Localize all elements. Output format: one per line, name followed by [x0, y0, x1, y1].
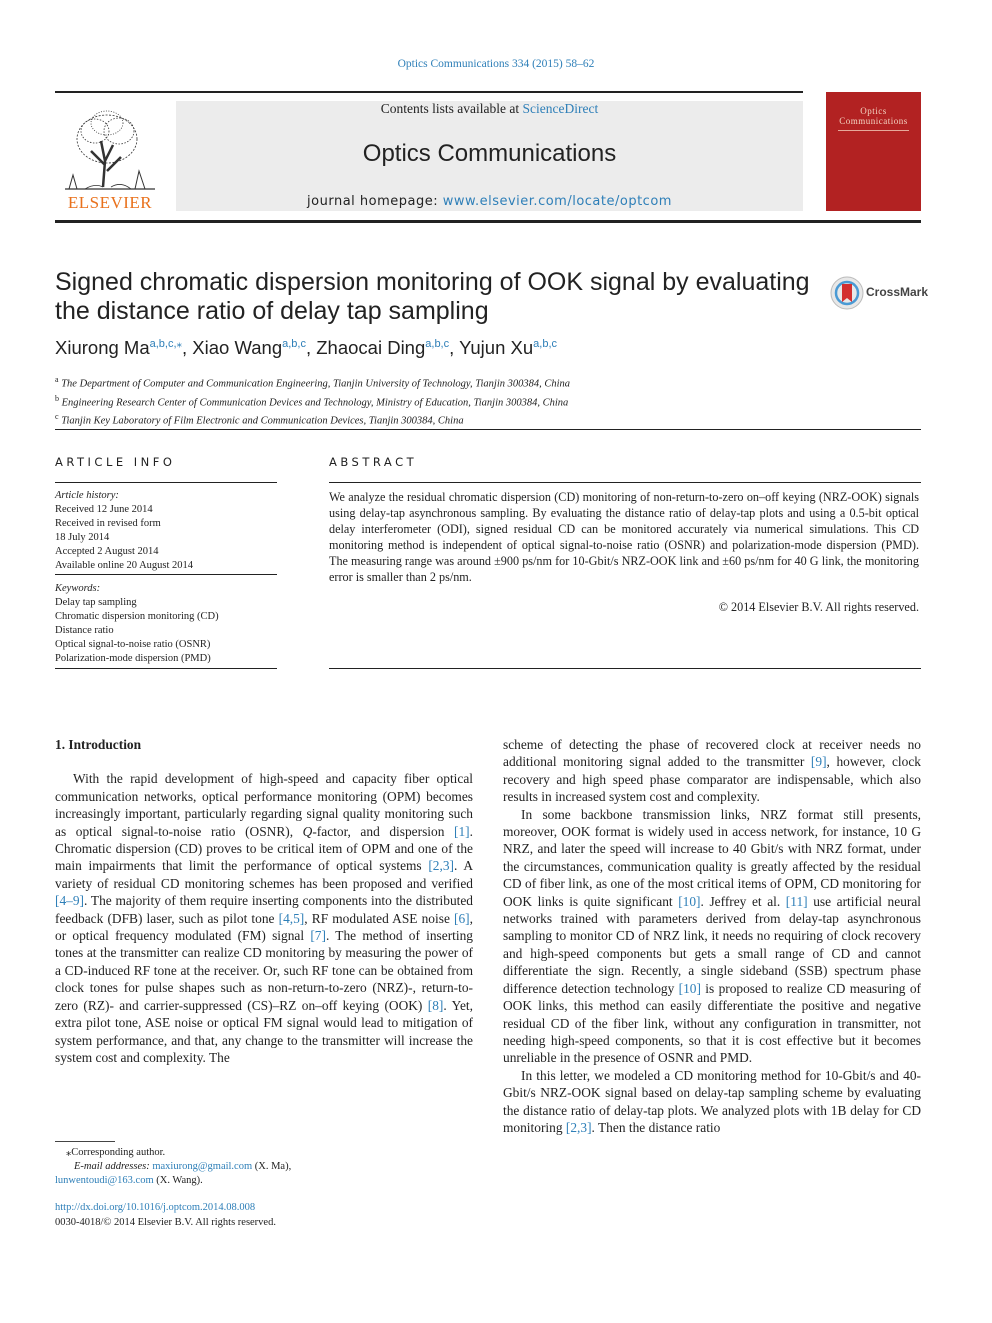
abstract-copyright: © 2014 Elsevier B.V. All rights reserved. [718, 600, 919, 614]
sciencedirect-link[interactable]: ScienceDirect [522, 101, 599, 116]
body-text: -factor, and dispersion [312, 823, 454, 839]
intro-paragraph-2 [503, 736, 921, 806]
italic-term: Q [302, 823, 313, 839]
citation-link[interactable]: [2,3] [428, 858, 455, 874]
intro-paragraph-3 [503, 806, 921, 1067]
author-list [55, 337, 557, 359]
affiliation-text: Tianjin Key Laboratory of Film Electronic and Communication Devices, Tianjin 300384, China [58, 415, 464, 427]
affiliation-key: a [55, 375, 59, 384]
history-label: Article history: [55, 490, 119, 501]
body-text: scheme of detecting the phase of recovered clock at receiver needs no additional monitoring signal added to the transmitter [503, 737, 921, 770]
issn-copyright: 0030-4018/© 2014 Elsevier B.V. All rights reserved. [55, 1217, 276, 1228]
citation-link[interactable]: [8] [427, 997, 444, 1013]
keyword-item: Delay tap sampling [55, 597, 137, 608]
abstract-heading: ABSTRACT [329, 455, 418, 469]
affiliation [55, 392, 570, 411]
body-text: , however, clock recovery and high speed phase comparator are indispensable, which also results in increased system cost and complexity. [503, 754, 921, 805]
affiliation [55, 373, 570, 392]
body-text: is proposed to realize CD measuring of OOK links, this method can easily differentiate the positive and negative residual CD of the fiber link, without any configuration in transmitter, not needing high-speed components, so that it is cost effective but it becomes unreliable in the presence of OSNR and PMD. [503, 980, 922, 1066]
body-text: In this letter, we modeled a CD monitoring method for 10-Gbit/s and 40-Gbit/s NRZ-OOK signal based on delay-tap sampling scheme by evaluating the distance ratio of delay-tap plots. We analyzed plots with 1B delay for CD monitoring [503, 1067, 921, 1135]
journal-reference[interactable]: Optics Communications 334 (2015) 58–62 [397, 58, 595, 70]
author-affiliation-marks[interactable]: a,b,c,⁎ [149, 338, 183, 350]
crossmark-label: CrossMark [866, 285, 929, 299]
body-text: In some backbone transmission links, NRZ format still presents, moreover, OOK format is widely used in access network, for instance, 10 G NRZ, and later the speed will increase to 40 Gbit/s with NRZ format, under the circumstances, communication quality is greatly affected by the residual CD of fiber link, as one of the most critical items of OPM, CD monitoring for OOK links is quite significant [503, 806, 921, 909]
history-list [55, 503, 277, 573]
affiliation-key: b [55, 393, 59, 403]
keyword-item: Chromatic dispersion monitoring (CD) [55, 611, 219, 622]
contents-line: Contents lists available at ScienceDirect [380, 101, 599, 116]
citation-link[interactable]: [4,5] [278, 910, 305, 926]
body-text: , RF modulated ASE noise [304, 910, 455, 926]
keyword-item: Optical signal-to-noise ratio (OSNR) [55, 639, 211, 650]
email-line-2: lunwentoudi@163.com (X. Wang). [55, 1175, 203, 1186]
keyword-item: Distance ratio [55, 625, 114, 636]
body-text: With the rapid development of high-speed and capacity fiber optical communication networks, optical performance monitoring (OPM) becomes increasingly important, particularly regarding signal quality monitoring such as optical signal-to-noise ratio (OSNR), [55, 771, 473, 839]
email-line-1: E-mail addresses: maxiurong@gmail.com (X. Ma), [74, 1161, 292, 1172]
keyword-item: Polarization-mode dispersion (PMD) [55, 653, 211, 664]
publisher-name: ELSEVIER [67, 193, 153, 212]
corresponding-note: ⁎Corresponding author. [66, 1147, 166, 1158]
citation-link[interactable]: [1] [454, 823, 470, 839]
body-text: . Yet, extra pilot tone, ASE noise or optical FM signal would lead to mitigation of system performance, and that, any change to the transmitter will increase the system cost and complexity. The [55, 997, 473, 1065]
history-item: Accepted 2 August 2014 [55, 546, 159, 557]
homepage-link[interactable]: www.elsevier.com/locate/optcom [442, 194, 672, 209]
journal-homepage: journal homepage: www.elsevier.com/locate/optcom [307, 194, 672, 209]
abstract-bottom-rule [329, 668, 921, 669]
journal-title: Optics Communications [362, 140, 617, 167]
author-affiliation-marks[interactable]: a,b,c [425, 338, 450, 350]
author-name: Xiurong Ma [55, 337, 150, 359]
author-separator: , [182, 337, 193, 359]
citation-link[interactable]: [7] [310, 928, 326, 944]
cover-title: Optics Communications [839, 106, 908, 126]
body-text: . Chromatic dispersion (CD) proves to be critical item of OPM and one of the main impairments that limit the performance of optical systems [55, 823, 473, 874]
info-bottom-rule [55, 668, 277, 669]
footnote-rule [55, 1141, 115, 1142]
author-name: Xiao Wang [192, 337, 283, 359]
article-info-rule [55, 482, 277, 483]
author-name: Yujun Xu [459, 337, 534, 359]
article-info-heading: ARTICLE INFO [55, 455, 176, 469]
body-text: . The majority of them require inserting components into the distributed feedback (DFB) laser, such as pilot tone [55, 893, 473, 926]
abstract-text: We analyze the residual chromatic dispersion (CD) monitoring of non-return-to-zero on–off keying (NRZ-OOK) signals using delay-tap asynchronous sampling. By evaluating the distance ratio of delay-tap plots and using a 0.5-bit optical delay interferometer (ODI), signed residual CD can be monitored accurately via numerical simulations. This CD monitoring method is independent of optical signal-to-noise ratio (OSNR) and polarization-mode dispersion (PMD). The measuring range was around ±900 ps/nm for 10-Gbit/s NRZ-OOK link and ±60 ps/nm for 40 G link, the monitoring error is smaller than 2 ps/nm. [329, 490, 919, 584]
citation-link[interactable]: [10] [678, 893, 701, 909]
history-item: Received 12 June 2014 [55, 504, 153, 515]
elsevier-logo [55, 101, 165, 211]
body-text: use artificial neural networks trained with parameters derived from delay-tap asynchronous sampling to monitor CD of NRZ link, it needs no requiring of clock recovery and high-speed components but gets a small range of CD and cannot differentiate the sign. Recently, a single sideband (SSB) spectrum phase difference detection technology [503, 893, 922, 996]
body-text: . Then the distance ratio [591, 1119, 721, 1135]
crossmark-badge[interactable] [830, 276, 930, 310]
body-text: . The method of inserting tones at the transmitter can realize CD monitoring by measuring the power of a CD-induced RF tone at the receiver. Or, such RF tone can be obtained from clock tones for pulse shapes such as non-return-to-zero (NRZ)-, return-to-zero (RZ)- and carrier-suppressed (CS)–RZ on–off keying (OOK) [55, 928, 473, 1013]
keyword-list [55, 596, 277, 666]
body-text: . Jeffrey et al. [700, 893, 786, 909]
banner-top-rule [55, 91, 803, 93]
body-right-column [503, 736, 921, 1136]
header-rule [55, 220, 921, 223]
cover-divider [838, 130, 909, 131]
affiliations [55, 373, 570, 429]
affiliation [55, 410, 570, 429]
history-item: Received in revised form [55, 518, 161, 529]
citation-link[interactable]: [4–9] [55, 893, 85, 909]
intro-paragraph-4 [503, 1067, 921, 1137]
body-text: , or optical frequency modulated (FM) signal [55, 910, 473, 944]
citation-link[interactable]: [10] [678, 980, 701, 996]
keywords [55, 582, 277, 666]
body-left-column [55, 736, 473, 1066]
intro-paragraph-1 [55, 770, 473, 1066]
keywords-label: Keywords: [55, 583, 101, 594]
citation-link[interactable]: [2,3] [565, 1119, 592, 1135]
abstract-rule [329, 482, 921, 483]
keywords-rule [55, 574, 277, 575]
email-link-ma[interactable]: maxiurong@gmail.com [152, 1161, 253, 1172]
body-text: . A variety of residual CD monitoring schemes has been proposed and verified [55, 858, 473, 891]
email-link-wang[interactable]: lunwentoudi@163.com [55, 1175, 154, 1186]
author-affiliation-marks[interactable]: a,b,c [282, 338, 306, 350]
crossmark-icon [830, 276, 864, 310]
history-item: Available online 20 August 2014 [55, 560, 194, 571]
author-separator: , [449, 337, 460, 359]
affiliation-key: c [55, 412, 59, 421]
doi-link[interactable]: http://dx.doi.org/10.1016/j.optcom.2014.08.008 [55, 1202, 256, 1213]
affiliation-rule [55, 429, 921, 430]
citation-link[interactable]: [11] [785, 893, 808, 909]
citation-link[interactable]: [9] [810, 754, 827, 770]
affiliation-text: The Department of Computer and Communication Engineering, Tianjin University of Technology, Tianjin 300384, China [58, 378, 571, 390]
article-title: Signed chromatic dispersion monitoring of OOK signal by evaluating the distance ratio of delay tap sampling [55, 268, 810, 325]
author-name: Zhaocai Ding [316, 337, 426, 359]
author-separator: , [305, 337, 317, 359]
citation-link[interactable]: [6] [454, 910, 470, 926]
affiliation-text: Engineering Research Center of Communication Devices and Technology, Ministry of Education, Tianjin 300384, China [59, 397, 569, 408]
article-info [55, 489, 277, 573]
history-item: 18 July 2014 [55, 532, 110, 543]
section-heading: 1. Introduction [55, 737, 142, 752]
author-affiliation-marks[interactable]: a,b,c [533, 338, 558, 350]
journal-cover[interactable] [826, 92, 921, 211]
